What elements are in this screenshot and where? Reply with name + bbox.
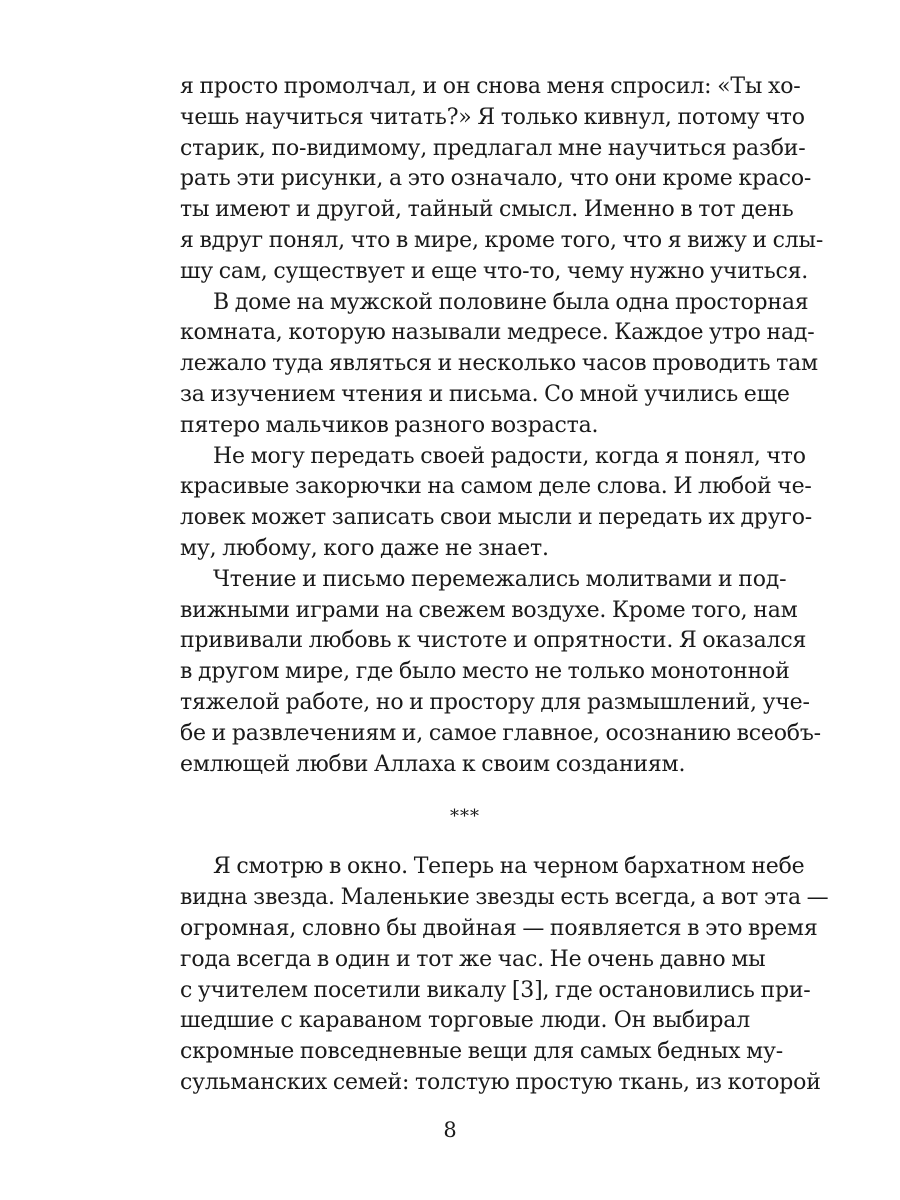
text-line: пятеро мальчиков разного возраста.: [180, 412, 599, 438]
text-line: скромные повседневные вещи для самых бедных му-: [180, 1039, 783, 1065]
text-line: за изучением чтения и письма. Со мной учились еще: [180, 381, 790, 407]
text-line: шедшие с караваном торговые люди. Он выбирал: [180, 1008, 750, 1034]
text-line: комната, которую называли медресе. Каждое утро над-: [180, 320, 815, 346]
section-separator: ***: [450, 806, 480, 828]
text-line: ты имеют и другой, тайный смысл. Именно в тот день: [180, 197, 794, 223]
page-body: [180, 72, 829, 1099]
text-line: Не могу передать своей радости, когда я понял, что: [213, 443, 806, 469]
text-line: года всегда в один и тот же час. Не очень давно мы: [180, 946, 766, 972]
text-line: бе и развлечениям и, самое главное, осознанию всеобъ-: [180, 720, 821, 746]
text-line: в другом мире, где было место не только монотонной: [180, 659, 790, 685]
text-line: сульманских семей: толстую простую ткань, из которой: [180, 1069, 821, 1095]
text-line: шу сам, существует и еще что-то, чему нужно учиться.: [180, 258, 809, 284]
paragraph-2: [180, 288, 818, 442]
text-line: чешь научиться читать?» Я только кивнул, потому что: [180, 104, 805, 130]
text-line: ловек может записать свои мысли и передать их друго-: [180, 505, 813, 531]
text-line: я просто промолчал, и он снова меня спросил: «Ты хо-: [180, 74, 801, 99]
text-line: огромная, словно бы двойная — появляется в это время: [180, 915, 818, 941]
text-line: красивые закорючки на самом деле слова. И любой че-: [180, 474, 812, 500]
text-line: Чтение и письмо перемежались молитвами и под-: [213, 566, 787, 592]
text-line: я вдруг понял, что в мире, кроме того, что я вижу и слы-: [180, 227, 824, 253]
text-line: му, любому, кого даже не знает.: [180, 535, 549, 561]
text-line: Я смотрю в окно. Теперь на черном бархатном небе: [213, 854, 805, 880]
paragraph-1: [180, 72, 824, 288]
text-line: рать эти рисунки, а это означало, что они кроме красо-: [180, 166, 812, 192]
text-line: емлющей любви Аллаха к своим созданиям.: [180, 751, 686, 777]
text-line: лежало туда являться и несколько часов проводить там: [180, 351, 818, 377]
paragraph-3: [180, 442, 813, 565]
text-line: с учителем посетили викалу [3], где остановились при-: [180, 977, 811, 1003]
text-line: старик, по-видимому, предлагал мне научиться разби-: [180, 135, 806, 161]
text-line: тяжелой работе, но и простору для размышлений, уче-: [180, 689, 810, 715]
text-line: вижными играми на свежем воздухе. Кроме того, нам: [180, 597, 798, 623]
text-line: видна звезда. Маленькие звезды есть всегда, а вот эта —: [180, 885, 829, 911]
text-line: прививали любовь к чистоте и опрятности. Я оказался: [180, 628, 807, 654]
paragraph-4: [180, 565, 821, 781]
paragraph-5: [180, 852, 829, 1098]
separator-spacing: [180, 832, 750, 852]
page-number: 8: [443, 1118, 457, 1142]
text-line: В доме на мужской половине была одна просторная: [213, 289, 809, 315]
